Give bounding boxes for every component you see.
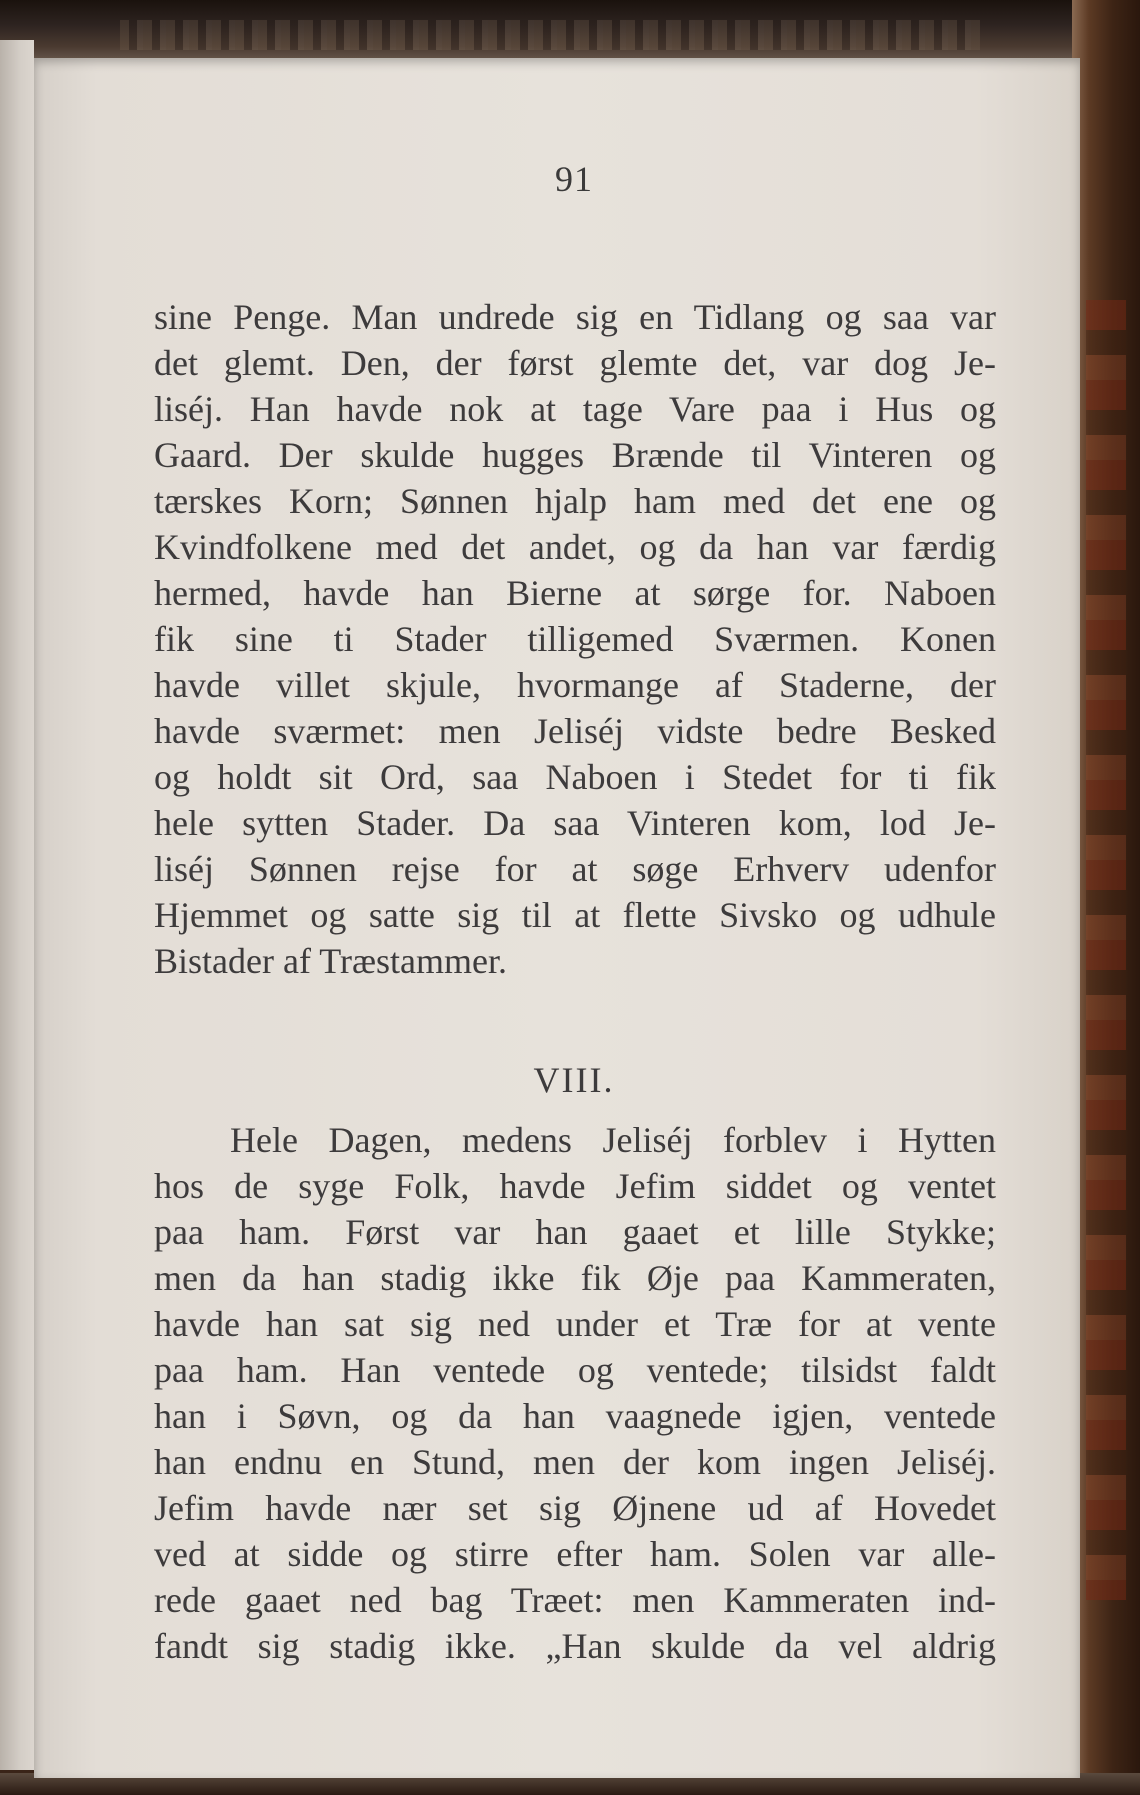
text-line: det glemt. Den, der først glemte det, var dog Je- <box>154 343 996 383</box>
book-gutter <box>0 40 34 1770</box>
paragraph-2 <box>154 1117 996 1669</box>
text-line: Kvindfolkene med det andet, og da han var færdig <box>154 527 996 567</box>
text-line: fandt sig stadig ikke. „Han skulde da vel aldrig <box>154 1626 996 1666</box>
text-line: han endnu en Stund, men der kom ingen Jeliséj. <box>154 1442 996 1482</box>
text-line: og holdt sit Ord, saa Naboen i Stedet for ti fik <box>154 757 996 797</box>
text-line: fik sine ti Stader tilligemed Sværmen. Konen <box>154 619 996 659</box>
text-line: Bistader af Træstammer. <box>154 941 507 981</box>
text-line: liséj Sønnen rejse for at søge Erhverv udenfor <box>154 849 996 889</box>
text-line: hos de syge Folk, havde Jefim siddet og ventet <box>154 1166 996 1206</box>
text-line: men da han stadig ikke fik Øje paa Kammeraten, <box>154 1258 996 1298</box>
text-line: havde villet skjule, hvormange af Staderne, der <box>154 665 996 705</box>
text-line: rede gaaet ned bag Træet: men Kammeraten ind- <box>154 1580 996 1620</box>
text-line: paa ham. Først var han gaaet et lille Stykke; <box>154 1212 996 1252</box>
text-line: havde han sat sig ned under et Træ for at vente <box>154 1304 996 1344</box>
text-line: hermed, havde han Bierne at sørge for. Naboen <box>154 573 996 613</box>
text-line: Gaard. Der skulde hugges Brænde til Vinteren og <box>154 435 996 475</box>
book-page-edges <box>1072 0 1140 1795</box>
text-line: tærskes Korn; Sønnen hjalp ham med det ene og <box>154 481 996 521</box>
text-line: sine Penge. Man undrede sig en Tidlang og saa var <box>154 297 996 337</box>
text-line: ved at sidde og stirre efter ham. Solen var alle- <box>154 1534 996 1574</box>
text-line: paa ham. Han ventede og ventede; tilsidst faldt <box>154 1350 996 1390</box>
book-top-edge <box>0 0 1140 62</box>
text-line: liséj. Han havde nok at tage Vare paa i Hus og <box>154 389 996 429</box>
paragraph-1 <box>154 294 996 984</box>
text-line: Hjemmet og satte sig til at flette Sivsko og udhule <box>154 895 996 935</box>
text-line: hele sytten Stader. Da saa Vinteren kom, lod Je- <box>154 803 996 843</box>
text-line: havde sværmet: men Jeliséj vidste bedre Besked <box>154 711 996 751</box>
text-line: Hele Dagen, medens Jeliséj forblev i Hytten <box>230 1120 996 1160</box>
text-line: han i Søvn, og da han vaagnede igjen, ventede <box>154 1396 996 1436</box>
page-number: 91 <box>555 159 593 199</box>
section-heading: VIII. <box>533 1060 615 1100</box>
text-line: Jefim havde nær set sig Øjnene ud af Hovedet <box>154 1488 996 1528</box>
book-page <box>34 58 1080 1778</box>
